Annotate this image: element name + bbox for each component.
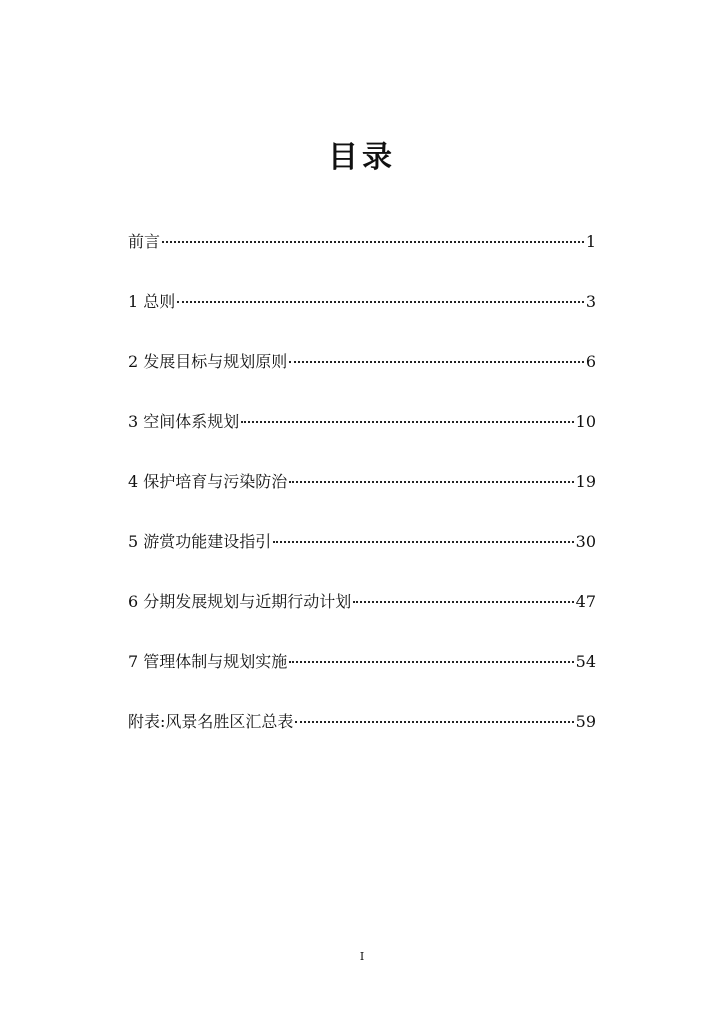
toc-entry-4[interactable] [128, 468, 596, 528]
toc-entry-label: 5 游赏功能建设指引 [128, 532, 272, 551]
toc-entry-label: 4 保护培育与污染防治 [128, 472, 288, 491]
toc-entry-label: 6 分期发展规划与近期行动计划 [128, 592, 352, 611]
toc-list [128, 228, 596, 768]
toc-leader-dots [353, 601, 573, 603]
toc-leader-dots [289, 661, 573, 663]
toc-entry-1[interactable] [128, 288, 596, 348]
toc-entry-label: 前言 [128, 232, 161, 251]
toc-entry-7[interactable] [128, 648, 596, 708]
toc-entry-label: 7 管理体制与规划实施 [128, 652, 288, 671]
toc-entry-appendix[interactable] [128, 708, 596, 768]
toc-entry-page: 30 [575, 532, 596, 551]
toc-leader-dots [162, 241, 584, 243]
page-title: 目录 [328, 140, 396, 175]
toc-entry-label: 附表:风景名胜区汇总表 [128, 712, 294, 731]
toc-leader-dots [289, 481, 573, 483]
toc-leader-dots [177, 301, 584, 303]
toc-entry-page: 6 [585, 352, 596, 371]
toc-leader-dots [295, 721, 573, 723]
toc-entry-page: 3 [585, 292, 596, 311]
toc-entry-page: 19 [575, 472, 596, 491]
toc-entry-label: 3 空间体系规划 [128, 412, 240, 431]
toc-entry-6[interactable] [128, 588, 596, 648]
toc-entry-preface[interactable] [128, 228, 596, 288]
toc-entry-2[interactable] [128, 348, 596, 408]
toc-entry-page: 10 [575, 412, 596, 431]
toc-leader-dots [273, 541, 573, 543]
page-number: I [359, 950, 365, 963]
toc-entry-label: 2 发展目标与规划原则 [128, 352, 288, 371]
toc-entry-5[interactable] [128, 528, 596, 588]
toc-entry-label: 1 总则 [128, 292, 176, 311]
toc-entry-page: 47 [575, 592, 596, 611]
toc-entry-page: 59 [575, 712, 596, 731]
toc-leader-dots [241, 421, 573, 423]
toc-leader-dots [289, 361, 584, 363]
toc-entry-3[interactable] [128, 408, 596, 468]
toc-entry-page: 54 [575, 652, 596, 671]
toc-entry-page: 1 [585, 232, 596, 251]
